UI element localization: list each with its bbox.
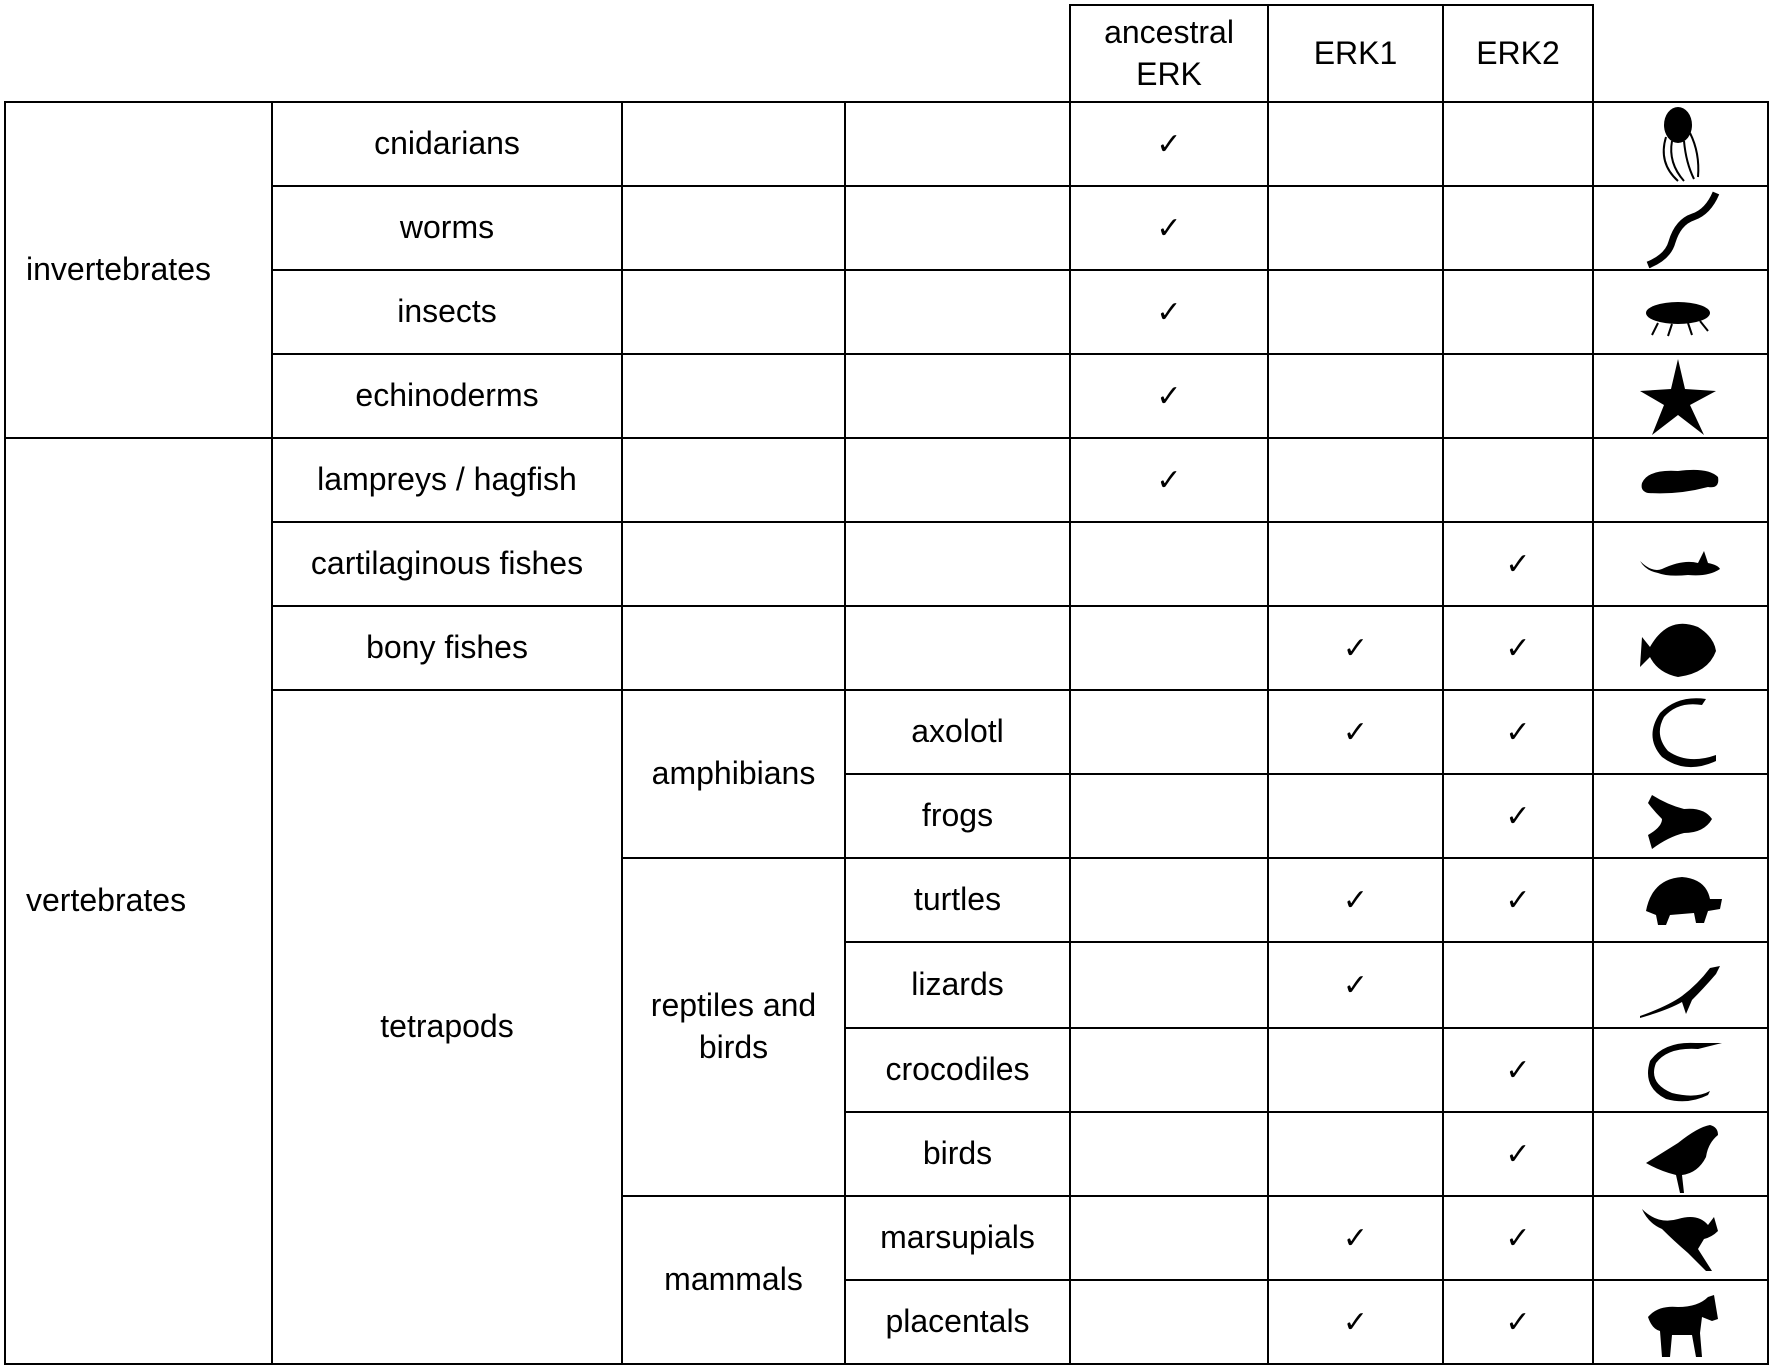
header-erk1: ERK1 <box>1268 5 1443 102</box>
kangaroo-icon <box>1638 1197 1724 1279</box>
erk2-cell <box>1443 522 1593 606</box>
header-row <box>5 5 1768 102</box>
table-row <box>5 438 1768 522</box>
check-mark-icon: ✓ <box>1342 883 1369 919</box>
empty-cell <box>622 354 845 438</box>
erk2-cell <box>1443 1028 1593 1112</box>
icon-cell <box>1593 354 1768 438</box>
empty-cell <box>845 186 1070 270</box>
erk2-cell <box>1443 606 1593 690</box>
taxon-cell: bony fishes <box>272 606 622 690</box>
starfish-icon <box>1638 355 1724 437</box>
ancestral-cell <box>1070 354 1268 438</box>
erk2-cell <box>1443 354 1593 438</box>
header-erk2: ERK2 <box>1443 5 1593 102</box>
group-cell: vertebrates <box>5 438 272 1364</box>
icon-cell <box>1593 186 1768 270</box>
check-mark-icon: ✓ <box>1505 1221 1531 1257</box>
erk2-cell <box>1443 186 1593 270</box>
empty-cell <box>845 438 1070 522</box>
check-mark-icon: ✓ <box>1156 463 1182 499</box>
bird-icon <box>1638 1113 1724 1195</box>
icon-cell <box>1593 1280 1768 1364</box>
erk1-cell <box>1268 774 1443 858</box>
empty-cell <box>622 438 845 522</box>
check-mark-icon: ✓ <box>1505 715 1531 751</box>
fish-icon <box>1638 607 1724 689</box>
taxon-cell: cartilaginous fishes <box>272 522 622 606</box>
check-mark-icon: ✓ <box>1342 1305 1369 1341</box>
erk1-cell <box>1268 438 1443 522</box>
erk2-cell <box>1443 858 1593 942</box>
header-spacer <box>1593 5 1768 102</box>
empty-cell <box>622 270 845 354</box>
frog-icon <box>1638 775 1724 857</box>
check-mark-icon: ✓ <box>1505 883 1531 919</box>
species-cell: turtles <box>845 858 1070 942</box>
taxon-cell: tetrapods <box>272 690 622 1364</box>
fly-icon <box>1638 271 1724 353</box>
taxon-cell: echinoderms <box>272 354 622 438</box>
erk1-cell <box>1268 1028 1443 1112</box>
empty-cell <box>845 606 1070 690</box>
crocodile-icon <box>1638 1029 1724 1111</box>
empty-cell <box>622 186 845 270</box>
species-cell: birds <box>845 1112 1070 1196</box>
ancestral-cell <box>1070 186 1268 270</box>
check-mark-icon: ✓ <box>1342 968 1369 1004</box>
taxon-cell: cnidarians <box>272 102 622 186</box>
ancestral-cell <box>1070 690 1268 774</box>
ancestral-cell <box>1070 522 1268 606</box>
icon-cell <box>1593 1196 1768 1280</box>
erk2-cell <box>1443 690 1593 774</box>
icon-cell <box>1593 606 1768 690</box>
species-cell: placentals <box>845 1280 1070 1364</box>
empty-cell <box>845 354 1070 438</box>
erk2-cell <box>1443 774 1593 858</box>
class-cell: mammals <box>622 1196 845 1364</box>
icon-cell <box>1593 1028 1768 1112</box>
worm-icon <box>1638 187 1724 269</box>
check-mark-icon: ✓ <box>1342 631 1369 667</box>
erk2-cell <box>1443 1196 1593 1280</box>
icon-cell <box>1593 690 1768 774</box>
erk1-cell <box>1268 606 1443 690</box>
erk1-cell <box>1268 522 1443 606</box>
species-cell: frogs <box>845 774 1070 858</box>
turtle-icon <box>1638 859 1724 941</box>
taxon-cell: lampreys / hagfish <box>272 438 622 522</box>
erk2-cell <box>1443 438 1593 522</box>
ancestral-cell <box>1070 942 1268 1028</box>
icon-cell <box>1593 270 1768 354</box>
erk2-cell <box>1443 1280 1593 1364</box>
empty-cell <box>845 102 1070 186</box>
empty-cell <box>622 102 845 186</box>
icon-cell <box>1593 102 1768 186</box>
check-mark-icon: ✓ <box>1505 1137 1531 1173</box>
taxon-cell: worms <box>272 186 622 270</box>
header-spacer <box>5 5 1070 102</box>
lamprey-icon <box>1638 439 1724 521</box>
species-cell: marsupials <box>845 1196 1070 1280</box>
header-ancestral-erk: ancestral ERK <box>1070 5 1268 102</box>
erk1-cell <box>1268 1196 1443 1280</box>
class-cell: reptiles and birds <box>622 858 845 1196</box>
ancestral-cell <box>1070 1280 1268 1364</box>
ancestral-cell <box>1070 1028 1268 1112</box>
zebra-icon <box>1638 1281 1724 1363</box>
empty-cell <box>622 606 845 690</box>
check-mark-icon: ✓ <box>1342 1221 1369 1257</box>
empty-cell <box>845 270 1070 354</box>
erk1-cell <box>1268 102 1443 186</box>
table-row <box>5 102 1768 186</box>
check-mark-icon: ✓ <box>1342 715 1369 751</box>
erk1-cell <box>1268 1112 1443 1196</box>
erk1-cell <box>1268 270 1443 354</box>
empty-cell <box>845 522 1070 606</box>
check-mark-icon: ✓ <box>1505 1305 1531 1341</box>
erk1-cell <box>1268 186 1443 270</box>
check-mark-icon: ✓ <box>1156 127 1182 163</box>
icon-cell <box>1593 858 1768 942</box>
icon-cell <box>1593 942 1768 1028</box>
empty-cell <box>622 522 845 606</box>
ancestral-cell <box>1070 1112 1268 1196</box>
group-cell: invertebrates <box>5 102 272 438</box>
species-cell: crocodiles <box>845 1028 1070 1112</box>
class-cell: amphibians <box>622 690 845 858</box>
ancestral-cell <box>1070 1196 1268 1280</box>
ancestral-cell <box>1070 102 1268 186</box>
check-mark-icon: ✓ <box>1505 1053 1531 1089</box>
check-mark-icon: ✓ <box>1505 799 1531 835</box>
erk2-cell <box>1443 1112 1593 1196</box>
check-mark-icon: ✓ <box>1505 547 1531 583</box>
species-cell: axolotl <box>845 690 1070 774</box>
erk2-cell <box>1443 102 1593 186</box>
axolotl-icon <box>1638 691 1724 773</box>
ancestral-cell <box>1070 606 1268 690</box>
shark-icon <box>1638 523 1724 605</box>
icon-cell <box>1593 522 1768 606</box>
check-mark-icon: ✓ <box>1156 211 1182 247</box>
jellyfish-icon <box>1638 103 1724 185</box>
check-mark-icon: ✓ <box>1156 295 1182 331</box>
erk1-cell <box>1268 858 1443 942</box>
ancestral-cell <box>1070 438 1268 522</box>
erk-distribution-table <box>4 4 1769 1365</box>
ancestral-cell <box>1070 774 1268 858</box>
erk2-cell <box>1443 942 1593 1028</box>
ancestral-cell <box>1070 858 1268 942</box>
icon-cell <box>1593 774 1768 858</box>
check-mark-icon: ✓ <box>1156 379 1182 415</box>
taxon-cell: insects <box>272 270 622 354</box>
erk1-cell <box>1268 1280 1443 1364</box>
erk2-cell <box>1443 270 1593 354</box>
icon-cell <box>1593 1112 1768 1196</box>
erk1-cell <box>1268 354 1443 438</box>
species-cell: lizards <box>845 942 1070 1028</box>
lizard-icon <box>1638 944 1724 1026</box>
erk1-cell <box>1268 690 1443 774</box>
check-mark-icon: ✓ <box>1505 631 1531 667</box>
erk1-cell <box>1268 942 1443 1028</box>
icon-cell <box>1593 438 1768 522</box>
ancestral-cell <box>1070 270 1268 354</box>
